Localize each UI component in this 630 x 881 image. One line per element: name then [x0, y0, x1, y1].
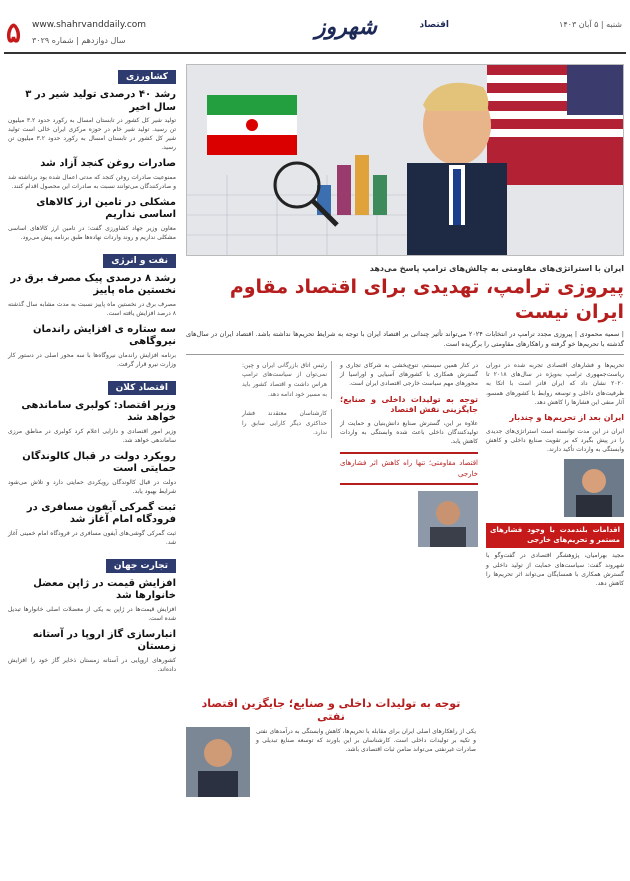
story-column-1: [486, 361, 624, 589]
story-title: سه ستاره ی افزایش راندمان نیروگاهی: [32, 323, 176, 347]
story-title: ثبت گمرکی آیفون مسافری در فرودگاه امام آغاز شد: [26, 501, 176, 525]
column-text: علاوه بر این، گسترش صنایع دانش‌بنیان و حمایت از تولیدکنندگان داخلی باعث شده وابستگی به واردات کاهش یابد.: [340, 419, 478, 446]
story-body: ثبت گمرکی گوشی‌های آیفون مسافری در فرودگاه امام خمینی آغاز شد.: [8, 529, 176, 546]
hero-illustration: [187, 65, 623, 255]
story-headline: پیروزی ترامپ، تهدیدی برای اقتصاد مقاوم ایران نیست: [229, 276, 624, 323]
story-body: معاون وزیر جهاد کشاورزی گفت: در تامین ارز کالاهای اساسی مشکلی نداریم و روند واردات نهاده‌ها طبق برنامه پیش می‌رود.: [8, 224, 176, 241]
related-story-body: یکی از راهکارهای اصلی ایران برای مقابله با تحریم‌ها، کاهش وابستگی به درآمدهای نفتی و تکیه بر تولیدات داخلی است. کارشناسان بر این باورند که توسعه صنایع تبدیلی و صادرات غیرنفتی می‌تواند ضامن ثبات اقتصادی باشد.: [256, 727, 476, 754]
story-lead: | سمیه محمودی | پیروزی مجدد ترامپ در انتخابات ۲۰۲۴ می‌تواند تأثیر چندانی بر اقتصاد ایران با توجه به شرایط تحریم‌ها نداشته باشد. اقتصاد ایران در سال‌های گذشته با تحریم‌ها خو گرفته و راهکارهای مقاومتی را برگزیده است.: [186, 330, 624, 355]
news-story: [8, 197, 176, 242]
story-title: مشکلی در تامین ارز کالاهای اساسی نداریم: [36, 196, 176, 220]
column-subhead: توجه به تولیدات داخلی و صنایع؛ جایگزینی نقش اقتصاد: [340, 394, 478, 415]
column-subhead: ایران بعد از تحریم‌ها و چندبار: [509, 413, 624, 423]
section-tag: تجارت جهان: [106, 559, 176, 573]
story-body: تولید شیر کل کشور در تابستان امسال به رکورد حدود ۳.۲ میلیون تن رسید. تولید شیر خام در حوزه مرکزی ایران خالی است تولید شیر کل کشور در تابستان امسال به رکورد حدود ۳.۲ میلیون تن رسید.: [8, 117, 177, 151]
portrait-photo: [186, 727, 250, 797]
story-title: صادرات روغن کنجد آزاد شد: [40, 158, 176, 169]
news-story: [8, 158, 176, 191]
news-story: [8, 451, 176, 496]
story-column-2: [340, 361, 478, 552]
story-column-3: [242, 361, 332, 438]
column-text: مجید بهرامیان، پژوهشگر اقتصادی در گفت‌وگو با شهروند گفت: سیاست‌های حمایت از تولید داخلی و گسترش همکاری با همسایگان می‌تواند اثر تحریم‌ها را کاهش دهد.: [486, 552, 624, 588]
highlight-box: اقدامات بلندمدت با وجود فشارهای مستمر و تحریم‌های خارجی: [486, 523, 624, 549]
news-story: [8, 273, 176, 318]
related-story-title: توجه به تولیدات داخلی و صنایع؛ جایگزین اقتصاد نفتی: [201, 696, 461, 723]
section-tag: اقتصاد کلان: [108, 381, 176, 395]
website: www.shahrvanddaily.com: [32, 20, 147, 30]
masthead: [4, 14, 626, 60]
news-story: [8, 578, 176, 623]
story-title: رشد ۴۰ درصدی تولید شیر در ۳ سال اخیر: [25, 89, 176, 113]
portrait-illustration: [186, 727, 250, 797]
story-title: انبارسازی گاز اروپا در آستانه زمستان: [32, 628, 176, 652]
section-macro: [8, 375, 176, 547]
logo-sub: اقتصاد: [419, 20, 449, 30]
story-kicker: ایران با استراتژی‌های مقاومتی به چالش‌های ترامپ پاسخ می‌دهد: [369, 264, 624, 273]
story-body: کشورهای اروپایی در آستانه زمستان ذخایر گاز خود را افزایش داده‌اند.: [8, 656, 176, 673]
story-body: دولت در قبال کالوندگان رویکردی حمایتی دارد و تلاش می‌شود شرایط بهبود یابد.: [8, 478, 176, 495]
story-title: وزیر اقتصاد: کولبری ساماندهی خواهد شد: [21, 399, 176, 423]
section-agriculture: [8, 64, 176, 242]
story-columns: [186, 361, 624, 881]
news-briefs-column: [8, 64, 176, 812]
pull-quote: اقتصاد مقاومتی؛ تنها راه کاهش اثر فشارهای خارجی: [340, 452, 478, 485]
related-story: [186, 697, 476, 797]
story-body: مصرف برق در نخستین ماه پاییز نسبت به مدت مشابه سال گذشته ۸ درصد افزایش یافته است.: [8, 300, 176, 317]
column-text: تحریم‌ها و فشارهای اقتصادی تجربه شده در دوران ریاست‌جمهوری ترامپ به‌ویژه در سال‌های ۲۰۱۸ تا ۲۰۲۰ نشان داد که ایران قادر است با اتکا به ظرفیت‌های داخلی و توسعه روابط با کشورهای همسو، آثار منفی این فشارها را کاهش دهد.: [486, 361, 625, 407]
issue-date: شنبه | ۵ آبان ۱۴۰۳: [559, 20, 622, 29]
column-text: ایران در این مدت توانسته است استراتژی‌های جدیدی را در پیش بگیرد که بر تقویت صنایع داخلی و کاهش وابستگی به واردات تأکید دارند.: [486, 427, 624, 454]
column-text: در کنار همین سیستم، تنوع‌بخشی به شرکای تجاری و گسترش همکاری با کشورهای آسیایی و اوراسیا از محورهای مهم سیاست خارجی اقتصادی ایران است.: [340, 361, 478, 388]
story-body: افزایش قیمت‌ها در ژاپن به یکی از معضلات اصلی خانوارها تبدیل شده است.: [8, 605, 176, 622]
portrait-illustration: [418, 491, 478, 547]
news-story: [8, 400, 176, 445]
section-tag: نفت و انرژی: [103, 254, 176, 268]
news-story: [8, 502, 176, 547]
story-title: رشد ۸ درصدی پیک مصرف برق در نخستین ماه پاییز: [10, 272, 176, 296]
section-world-trade: [8, 553, 176, 674]
news-story: [8, 629, 176, 674]
news-story: [8, 324, 176, 369]
portrait-photo: [418, 491, 478, 547]
side-note: کارشناسان معتقدند فشار حداکثری دیگر کارایی سابق را ندارد.: [242, 409, 332, 438]
header-divider: [4, 52, 626, 54]
story-title: افزایش قیمت در ژاپن معضل خانوارها شد: [33, 577, 176, 601]
story-title: رویکرد دولت در قبال کالوندگان حمایتی است: [22, 450, 176, 474]
hero-photo: [186, 64, 624, 256]
story-body: ممنوعیت صادرات روغن کنجد که مدتی اعمال شده بود برداشته شد و صادرکنندگان می‌توانند نسبت به صادرات این محصول اقدام کنند.: [8, 173, 176, 190]
logo-main: شهروز: [315, 14, 377, 40]
portrait-illustration: [564, 459, 624, 517]
newspaper-logo: [309, 14, 449, 44]
section-tag: کشاورزی: [118, 70, 176, 84]
section-energy: [8, 248, 176, 369]
story-body: برنامه افزایش راندمان نیروگاه‌ها با سه محور اصلی در دستور کار وزارت نیرو قرار گرفت.: [8, 351, 176, 368]
story-body: وزیر امور اقتصادی و دارایی اعلام کرد کولبری در مناطق مرزی ساماندهی خواهد شد.: [8, 427, 176, 444]
news-story: [8, 89, 176, 152]
page-number: ۵: [6, 16, 22, 49]
side-note: رئیس اتاق بازرگانی ایران و چین: نمی‌توان از سیاست‌های ترامپ هراس داشت و اقتصاد کشور باید به مسیر خود ادامه دهد.: [242, 361, 332, 399]
portrait-photo: [564, 459, 624, 517]
issue-number: سال دوازدهم | شماره ۳۰۲۹: [32, 36, 126, 45]
main-story: [186, 64, 624, 812]
